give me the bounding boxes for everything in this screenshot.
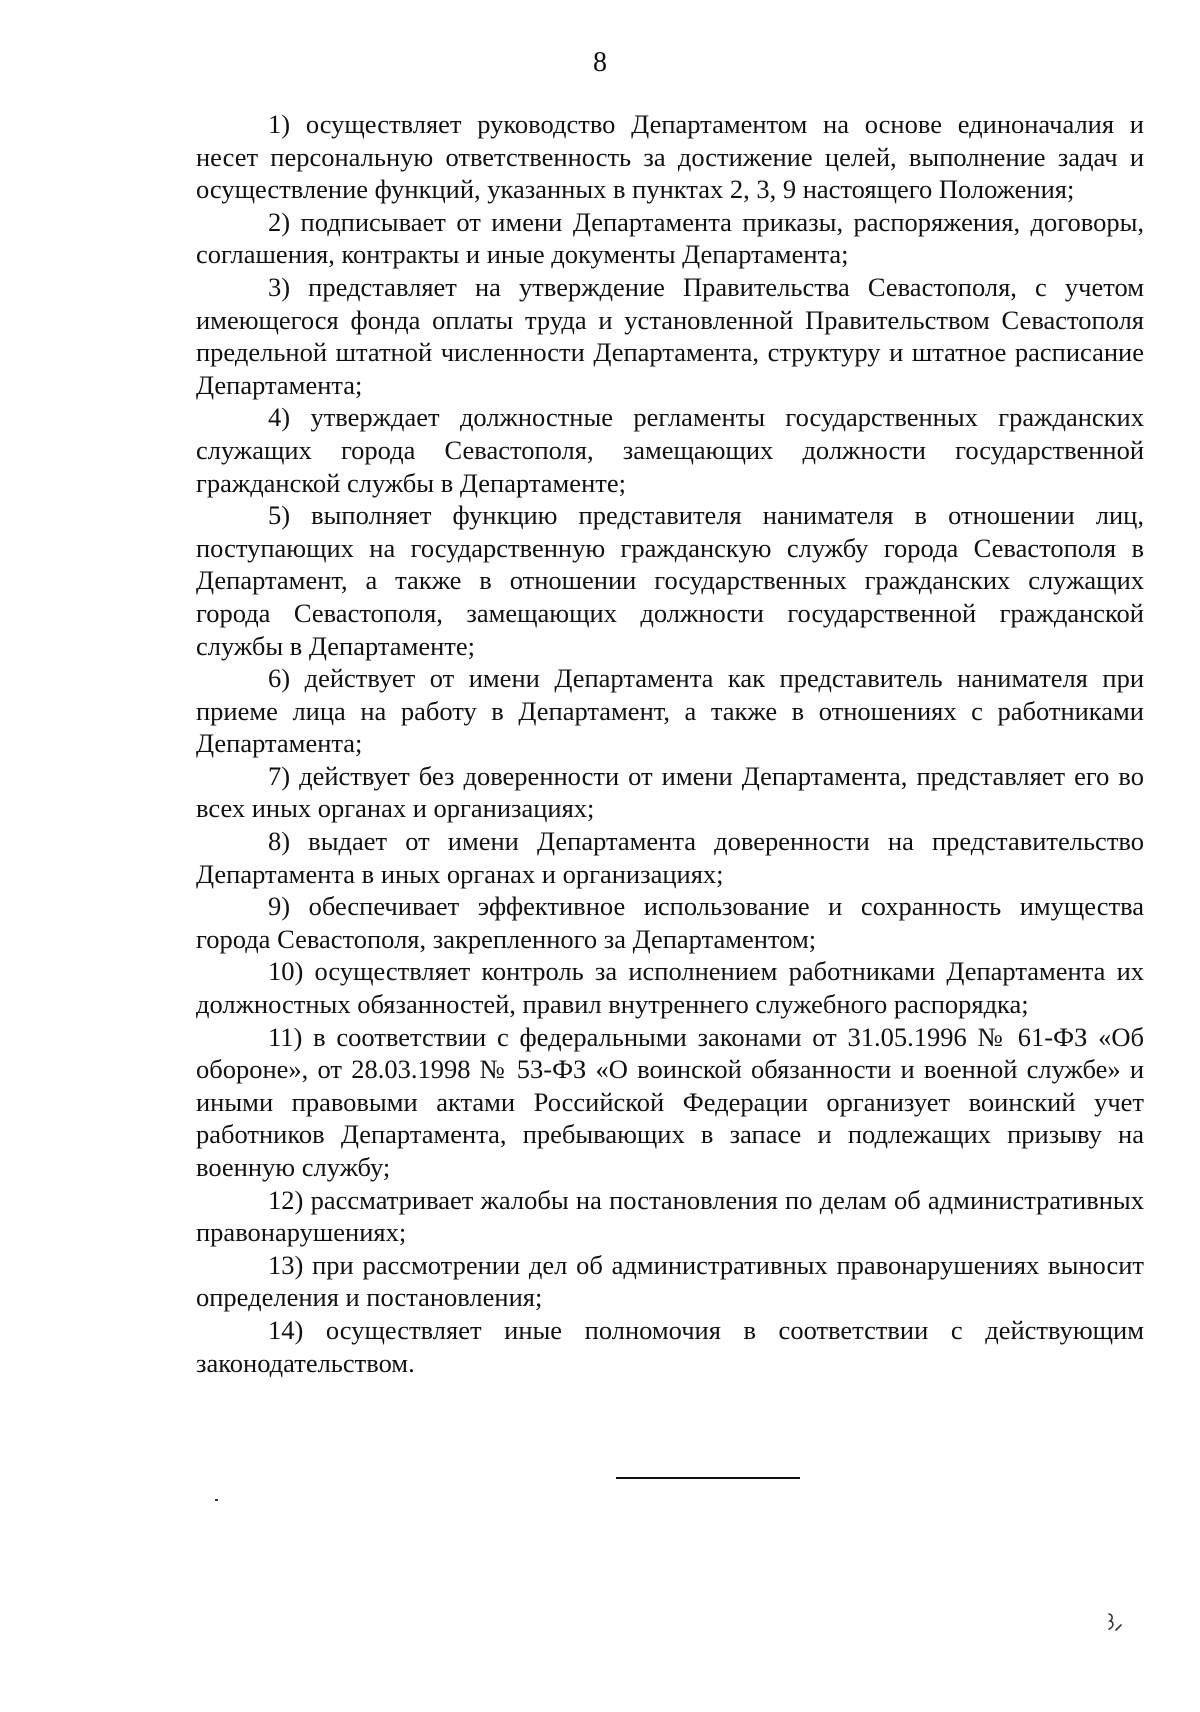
list-item-9: 9) обеспечивает эффективное использование и сохранность имущества города Севастополя, закрепленного за Департаментом; bbox=[196, 891, 1144, 954]
list-item-12: 12) рассматривает жалобы на постановления по делам об административных правонарушениях; bbox=[196, 1184, 1144, 1248]
stray-dot-mark bbox=[215, 1499, 218, 1501]
list-item-5: 5) выполняет функцию представителя нанимателя в отношении лиц, поступающих на государственную гражданскую службу города Севастополя в Департамент, а также в отношении государственных гражданских служащих города Севастополя, замещающих должности государственной гражданской службы в Департаменте; bbox=[196, 500, 1144, 661]
page-number: 8 bbox=[593, 47, 607, 78]
handwritten-initial-mark bbox=[1100, 1610, 1126, 1636]
list-item-4: 4) утверждает должностные регламенты государственных гражданских служащих города Севастополя, замещающих должности государственной гражданской службы в Департаменте; bbox=[196, 402, 1144, 498]
list-item-11: 11) в соответствии с федеральными законами от 31.05.1996 № 61-ФЗ «Об обороне», от 28.03.1998 № 53-ФЗ «О воинской обязанности и военной службе» и иными правовыми актами Российской Федерации организует воинский учет работников Департамента, пребывающих в запасе и подлежащих призыву на военную службу; bbox=[196, 1021, 1144, 1182]
powers-list bbox=[196, 108, 1144, 1379]
list-item-14: 14) осуществляет иные полномочия в соответствии с действующим законодательством. bbox=[196, 1314, 1144, 1378]
list-item-2: 2) подписывает от имени Департамента приказы, распоряжения, договоры, соглашения, контракты и иные документы Департамента; bbox=[196, 206, 1144, 270]
list-item-3: 3) представляет на утверждение Правительства Севастополя, с учетом имеющегося фонда оплаты труда и установленной Правительством Севастополя предельной штатной численности Департамента, структуру и штатное расписание Департамента; bbox=[196, 271, 1144, 400]
list-item-8: 8) выдает от имени Департамента доверенности на представительство Департамента в иных органах и организациях; bbox=[196, 826, 1144, 889]
list-item-1: 1) осуществляет руководство Департаментом на основе единоначалия и несет персональную ответственность за достижение целей, выполнение задач и осуществление функций, указанных в пунктах 2, 3, 9 настоящего Положения; bbox=[196, 109, 1144, 205]
list-item-13: 13) при рассмотрении дел об административных правонарушениях выносит определения и постановления; bbox=[196, 1249, 1144, 1313]
end-of-text-rule bbox=[616, 1477, 800, 1479]
list-item-10: 10) осуществляет контроль за исполнением работниками Департамента их должностных обязанностей, правил внутреннего служебного распорядка; bbox=[196, 956, 1144, 1020]
list-item-6: 6) действует от имени Департамента как представитель нанимателя при приеме лица на работу в Департамент, а также в отношениях с работниками Департамента; bbox=[196, 663, 1144, 759]
list-item-7: 7) действует без доверенности от имени Департамента, представляет его во всех иных органах и организациях; bbox=[196, 760, 1144, 824]
